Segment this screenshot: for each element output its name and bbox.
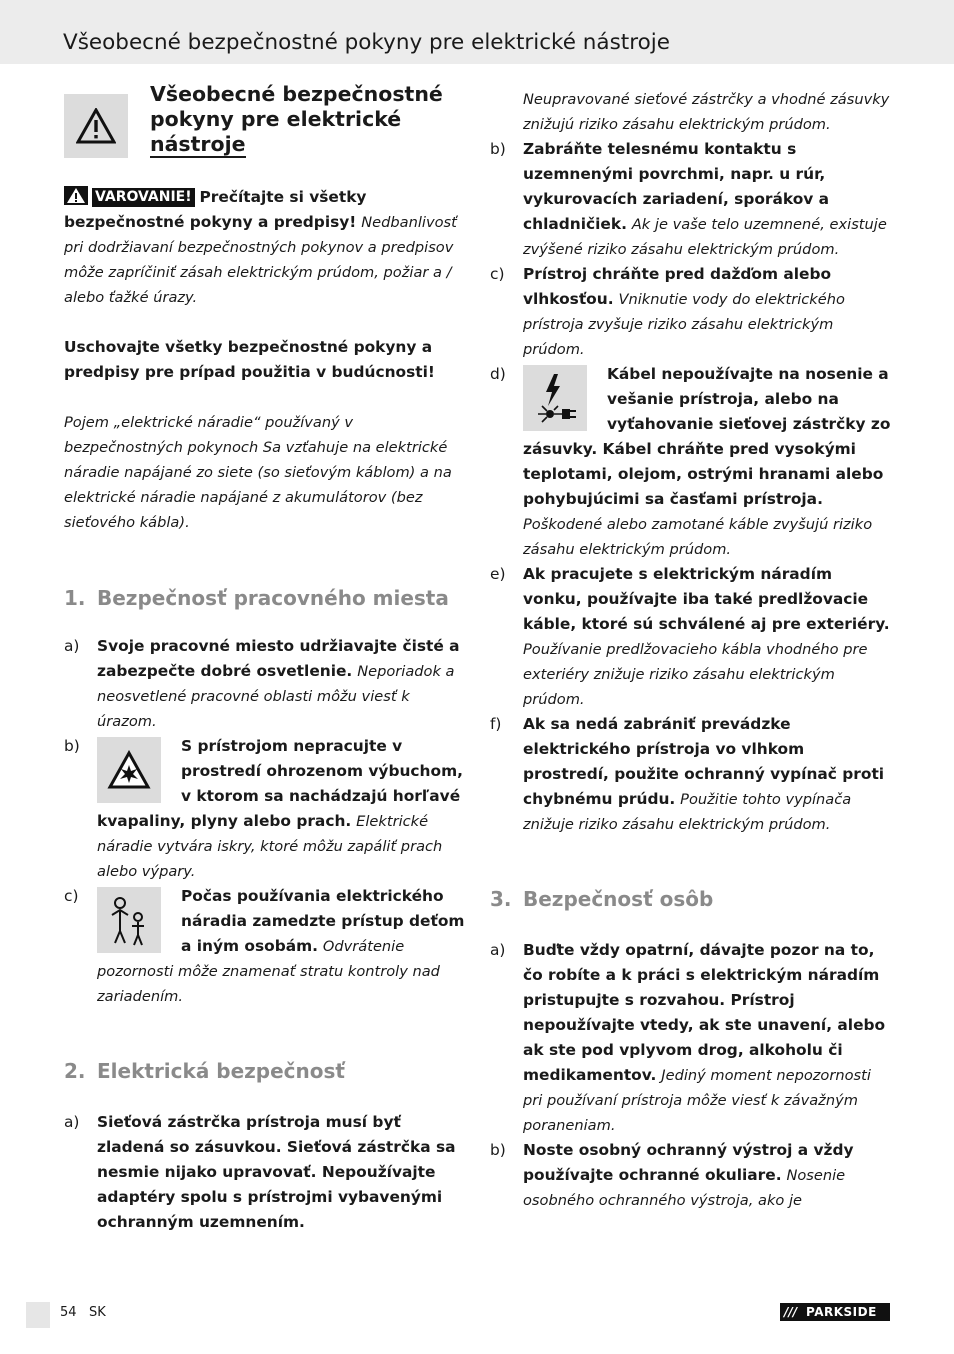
s2-item-c <box>490 262 894 362</box>
warning-bold: Prečítajte si všetky bezpečnostné pokyny a predpisy! <box>64 188 367 231</box>
item-letter: f) <box>490 715 502 733</box>
item-bold: S prístrojom nepracujte v prostredí ohrozenom výbuchom, v ktorom sa nachádzajú horľavé kvapaliny, plyny alebo prach. <box>97 737 463 830</box>
s2-item-b <box>490 137 894 262</box>
item-text: Poškodené alebo zamotané káble zvyšujú riziko zásahu elektrickým prúdom. <box>523 516 873 558</box>
s3-item-a <box>490 938 894 1138</box>
item-bold: Buďte vždy opatrní, dávajte pozor na to, čo robíte a k práci s elektrickým náradím pristupujte s rozvahou. Prístroj nepoužívajte vtedy, ak ste unavení, alebo ak ste pod vplyvom drog, alkoholu či medikamentov. <box>523 941 886 1084</box>
warning-triangle-icon <box>64 94 128 158</box>
intro-title <box>150 82 443 157</box>
intro-title-line: pokyny pre elektrické <box>150 107 402 131</box>
item-text: Nosenie osobného ochranného výstroja, ako je <box>523 1167 846 1209</box>
item-letter: c) <box>64 887 79 905</box>
s2-item-a-continued <box>490 87 894 137</box>
section-title: Bezpečnosť osôb <box>523 887 714 911</box>
term-definition: Pojem „elektrické náradie“ používaný v bezpečnostných pokynoch Sa vzťahuje na elektrické náradie napájané zo siete (so sieťovým káblom) a na elektrické náradie napájané z akumulátorov (bez sieťového kábla). <box>64 414 452 531</box>
item-bold: Počas používania elektrického náradia zamedzte prístup deťom a iným osobám. <box>181 887 465 955</box>
right-column <box>490 87 894 1213</box>
item-letter: a) <box>64 637 80 655</box>
item-bold: Kábel nepoužívajte na nosenie a vešanie prístroja, alebo na vyťahovanie sieťovej zástrčky zo zásuvky. Kábel chráňte pred vysokými teplotami, olejom, ostrými hranami alebo pohybujúcimi sa časťami prístroja. <box>523 365 891 508</box>
item-bold: Ak sa nedá zabrániť prevádzke elektrického prístroja vo vlhkom prostredí, použite ochranný vypínač proti chybnému prúdu. <box>523 715 885 808</box>
s1-item-b <box>64 734 466 884</box>
item-bold: Sieťová zástrčka prístroja musí byť zladená so zásuvkou. Sieťová zástrčka sa nesmie nijako upravovať. Nepoužívajte adaptéry spolu s prístrojmi vybavenými ochranným uzemnením. <box>97 1113 456 1231</box>
item-bold: Zabráňte telesnému kontaktu s uzemnenými povrchmi, napr. u rúr, vykurovacích zariadení, sporákov a chladničiek. <box>523 140 830 233</box>
intro-title-line: Všeobecné bezpečnostné <box>150 82 443 106</box>
page-header-title: Všeobecné bezpečnostné pokyny pre elektrické nástroje <box>63 30 670 55</box>
item-text: Neupravované sieťové zástrčky a vhodné zásuvky znižujú riziko zásahu elektrickým prúdom. <box>523 91 890 133</box>
s1-item-c <box>64 884 466 1009</box>
footer-marker <box>26 1302 50 1328</box>
header-bar <box>0 0 954 64</box>
brand-name: PARKSIDE <box>806 1305 877 1319</box>
item-bold: Svoje pracovné miesto udržiavajte čisté a zabezpečte dobré osvetlenie. <box>97 637 460 680</box>
s2-item-f <box>490 712 894 837</box>
item-letter: b) <box>490 140 506 158</box>
warning-badge: VAROVANIE! <box>92 188 195 207</box>
logo-stripes: /// <box>784 1305 798 1319</box>
page-number: 54 <box>60 1305 77 1320</box>
item-text: Použitie tohto vypínača znižuje riziko zásahu elektrickým prúdom. <box>523 791 852 833</box>
section-title: Elektrická bezpečnosť <box>97 1059 345 1083</box>
left-column <box>64 82 466 1235</box>
section-1-heading <box>64 586 466 611</box>
footer-page-info <box>60 1305 106 1320</box>
intro-title-line: nástroje <box>150 132 246 156</box>
intro-title-row <box>64 82 466 158</box>
item-letter: a) <box>64 1113 80 1131</box>
section-3-heading <box>490 887 894 912</box>
item-text: Používanie predlžovacieho kábla vhodného pre exteriéry znižuje riziko zásahu elektrickým prúdom. <box>523 641 868 708</box>
warning-small-icon <box>64 186 88 205</box>
s2-item-a <box>64 1110 466 1235</box>
item-text: Ak je vaše telo uzemnené, existuje zvýšené riziko zásahu elektrickým prúdom. <box>523 216 887 258</box>
item-bold: Noste osobný ochranný výstroj a vždy používajte ochranné okuliare. <box>523 1141 854 1184</box>
item-text: Vniknutie vody do elektrického prístroja zvyšuje riziko zásahu elektrickým prúdom. <box>523 291 845 358</box>
section-number: 2. <box>64 1059 86 1083</box>
item-bold: Ak pracujete s elektrickým náradím vonku, používajte iba také predlžovacie káble, ktoré sú schválené aj pre exteriéry. <box>523 565 890 633</box>
explosion-hazard-icon <box>97 737 161 803</box>
language-code: SK <box>88 1305 106 1320</box>
item-letter: c) <box>490 265 505 283</box>
item-letter: b) <box>64 737 80 755</box>
section-number: 1. <box>64 586 86 610</box>
item-text: Elektrické náradie vytvára iskry, ktoré môžu zapáliť prach alebo výpary. <box>97 813 443 880</box>
item-text: Neporiadok a neosvetlené pracovné oblasti môžu viesť k úrazom. <box>97 663 455 730</box>
s1-item-a <box>64 634 466 734</box>
cable-plug-hazard-icon <box>523 365 587 431</box>
item-letter: b) <box>490 1141 506 1159</box>
keep-children-away-icon <box>97 887 161 953</box>
item-letter: e) <box>490 565 506 583</box>
section-title: Bezpečnosť pracovného miesta <box>97 586 449 610</box>
item-text: Jediný moment nepozornosti pri používaní prístroja môže viesť k závažným poraneniam. <box>523 1067 871 1134</box>
item-text: Odvrátenie pozornosti môže znamenať stratu kontroly nad zariadením. <box>97 938 440 1005</box>
s3-item-b <box>490 1138 894 1213</box>
warning-paragraph <box>64 185 466 310</box>
s2-item-d <box>490 362 894 562</box>
keep-instructions <box>64 335 466 385</box>
section-2-heading <box>64 1059 466 1084</box>
item-letter: a) <box>490 941 506 959</box>
warning-text: Nedbanlivosť pri dodržiavaní bezpečnostných pokynov a predpisov môže zapríčiniť zásah elektrickým prúdom, požiar a / alebo ťažké úrazy. <box>64 214 457 306</box>
parkside-logo <box>780 1303 890 1321</box>
item-bold: Prístroj chráňte pred dažďom alebo vlhkosťou. <box>523 265 832 308</box>
item-letter: d) <box>490 365 506 383</box>
keep-bold: Uschovajte všetky bezpečnostné pokyny a predpisy pre prípad použitia v budúcnosti! <box>64 338 435 381</box>
section-number: 3. <box>490 887 512 911</box>
s2-item-e <box>490 562 894 712</box>
